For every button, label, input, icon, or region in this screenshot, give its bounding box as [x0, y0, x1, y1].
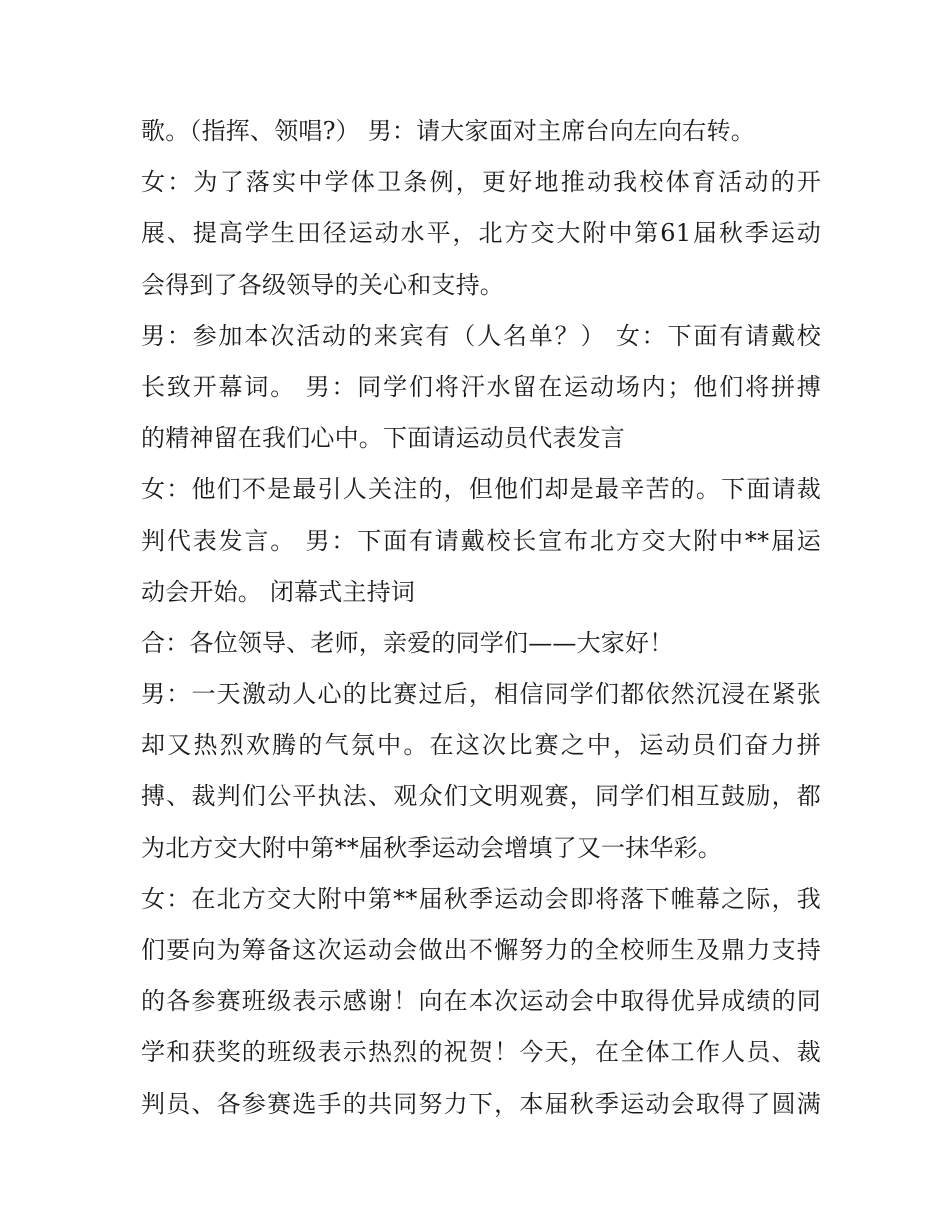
text-line: 判员、各参赛选手的共同努力下，本届秋季运动会取得了圆满 [141, 1089, 821, 1118]
text-line: 为北方交大附中第**届秋季运动会增填了又一抹华彩。 [141, 833, 722, 862]
text-line: 会得到了各级领导的关心和支持。 [141, 270, 504, 299]
text-line: 女：在北方交大附中第**届秋季运动会即将落下帷幕之际，我 [141, 884, 821, 913]
text-line: 搏、裁判们公平执法、观众们文明观赛，同学们相互鼓励，都 [141, 782, 821, 811]
text-line: 动会开始。 闭幕式主持词 [141, 577, 416, 606]
text-line: 长致开幕词。 男：同学们将汗水留在运动场内；他们将拼搏 [141, 372, 821, 401]
body-text [141, 106, 821, 1130]
text-line: 女：他们不是最引人关注的，但他们却是最辛苦的。下面请裁 [141, 475, 821, 504]
text-line: 却又热烈欢腾的气氛中。在这次比赛之中，运动员们奋力拼 [141, 731, 821, 760]
text-line: 判代表发言。 男：下面有请戴校长宣布北方交大附中**届运 [141, 526, 821, 555]
text-line: 学和获奖的班级表示热烈的祝贺！今天，在全体工作人员、裁 [141, 1038, 821, 1067]
text-line: 合：各位领导、老师，亲爱的同学们——大家好！ [141, 628, 674, 657]
text-line: 的精神留在我们心中。下面请运动员代表发言 [141, 424, 625, 453]
text-line: 的各参赛班级表示感谢！向在本次运动会中取得优异成绩的同 [141, 987, 821, 1016]
text-line: 男：参加本次活动的来宾有（人名单？） 女：下面有请戴校 [141, 321, 821, 350]
text-line: 歌。（指挥、领唱?） 男：请大家面对主席台向左向右转。 [141, 117, 755, 145]
text-line: 女：为了落实中学体卫条例，更好地推动我校体育活动的开 [141, 168, 821, 197]
text-line: 们要向为筹备这次运动会做出不懈努力的全校师生及鼎力支持 [141, 936, 821, 964]
text-line: 男：一天激动人心的比赛过后，相信同学们都依然沉浸在紧张 [141, 680, 821, 709]
text-line: 展、提高学生田径运动水平，北方交大附中第61届秋季运动 [141, 219, 821, 248]
